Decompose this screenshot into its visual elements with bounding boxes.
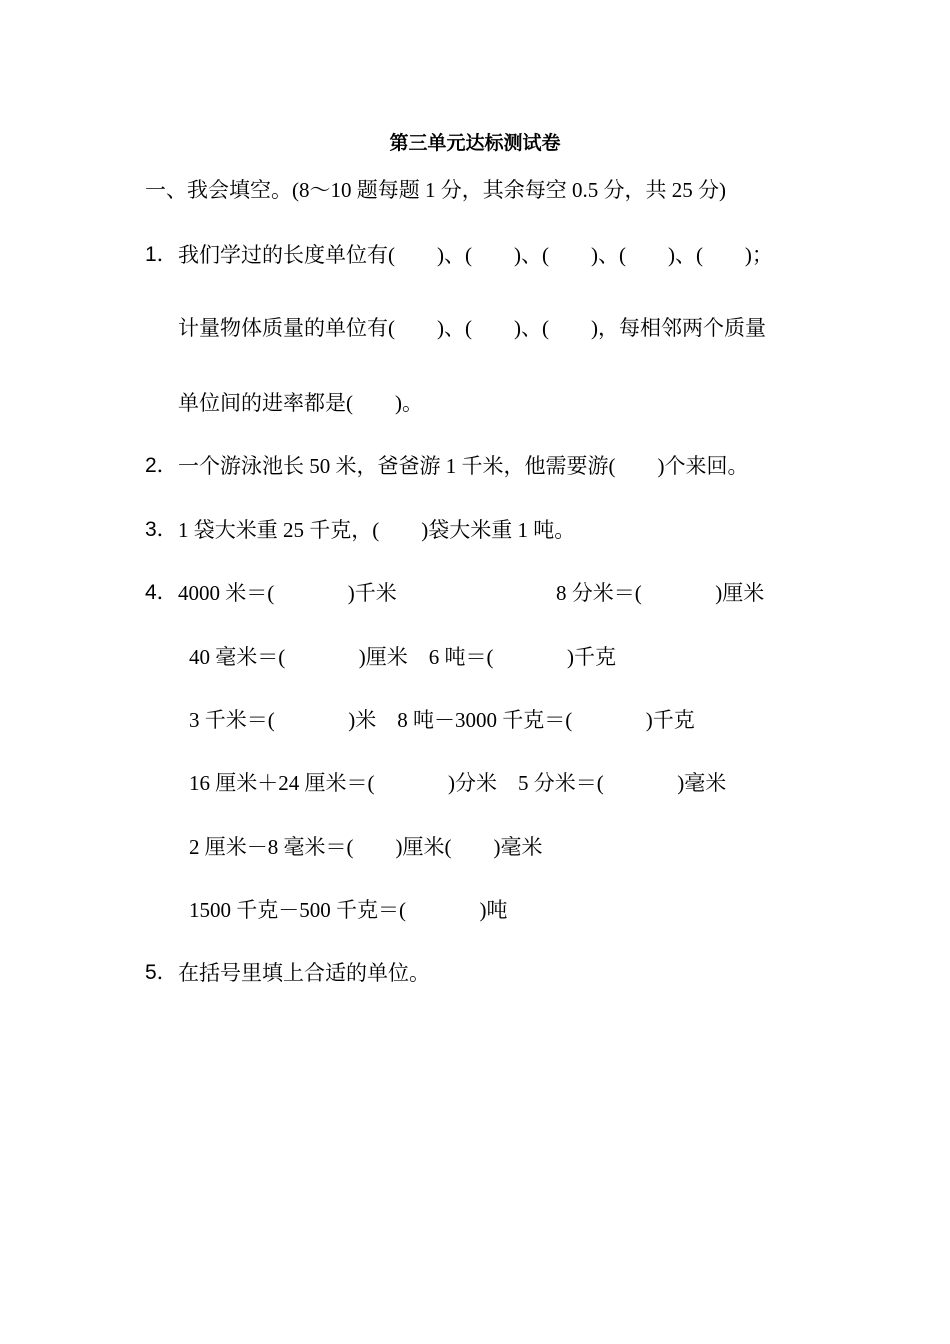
- q4-row1b: 8 分米＝( )厘米: [556, 581, 765, 605]
- q4-row1a: 4000 米＝( )千米: [178, 581, 397, 605]
- q4-row3: 3 千米＝( )米 8 吨－3000 千克＝( )千克: [189, 708, 695, 732]
- q4-row2: 40 毫米＝( )厘米 6 吨＝( )千克: [189, 645, 616, 669]
- q1-line1: 我们学过的长度单位有( )、( )、( )、( )、( )；: [178, 243, 773, 267]
- q4-row5: 2 厘米－8 毫米＝( )厘米( )毫米: [189, 835, 543, 859]
- q1-number: 1．: [145, 243, 178, 266]
- q5-number: 5．: [145, 961, 178, 984]
- q4-row4: 16 厘米＋24 厘米＝( )分米 5 分米＝( )毫米: [189, 771, 727, 795]
- q2-text: 一个游泳池长 50 米，爸爸游 1 千米，他需要游( )个来回。: [178, 454, 749, 478]
- q4-number: 4．: [145, 581, 178, 604]
- section-heading: 一、我会填空。(8～10 题每题 1 分，其余每空 0.5 分，共 25 分): [145, 178, 726, 202]
- q1-line2: 计量物体质量的单位有( )、( )、( )，每相邻两个质量: [178, 316, 766, 340]
- exam-title: 第三单元达标测试卷: [389, 132, 561, 154]
- q3-text: 1 袋大米重 25 千克，( )袋大米重 1 吨。: [178, 518, 576, 542]
- q2-number: 2．: [145, 454, 178, 477]
- q3-number: 3．: [145, 518, 178, 541]
- q1-line3: 单位间的进率都是( )。: [178, 391, 423, 415]
- q4-row6: 1500 千克－500 千克＝( )吨: [189, 898, 508, 922]
- q5-text: 在括号里填上合适的单位。: [178, 961, 430, 985]
